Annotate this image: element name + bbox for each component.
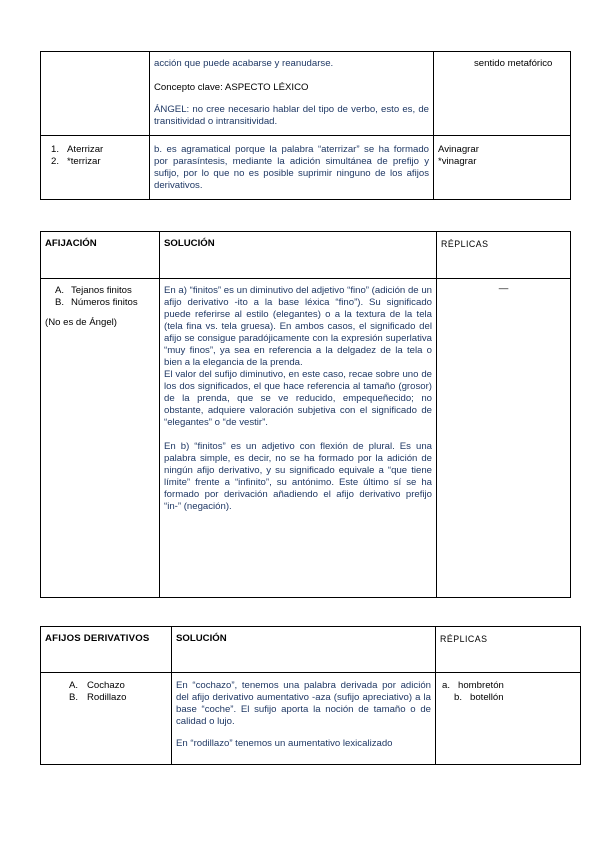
replica-cell xyxy=(437,279,571,598)
replica-item: Avinagrar xyxy=(438,144,479,155)
table-row xyxy=(41,279,571,598)
list-item: 1. Aterrizar xyxy=(51,144,104,155)
column-header: SOLUCIÓN xyxy=(160,232,437,279)
author-note: (No es de Ángel) xyxy=(45,317,117,328)
replica-cell xyxy=(434,52,571,136)
solution-cell xyxy=(150,136,434,200)
solution-paragraph: En “cochazo”, tenemos una palabra derivada por adición del afijo derivativo aumentativo -aza (sufijo apreciativo) a la base “coche”. El sufijo aporta la noción de tamaño o de calidad o lujo. xyxy=(176,680,431,727)
solution-paragraph: En b) “finitos” es un adjetivo con flexión de plural. Es una palabra simple, es decir, no se ha formado por la adición de ningún afijo derivativo, y su significado equivale a “que tiene límite” frente a “infinito”, su antónimo. Este último sí se ha formado por derivación añadiendo el afijo derivativo prefijo “in-” (negación). xyxy=(164,441,432,512)
solution-paragraph: En a) “finitos” es un diminutivo del adjetivo “fino” (adición de un afijo derivativo -ito a la base léxica “fino”). Su significado puede referirse al estilo (elegantes) o a la textura de la tela (tela fina vs. tela gruesa). En ambos casos, el significado del afijo se consigue paradójicamente con la expresión superlativa “muy finos”, ya sea en referencia a la delgadez de la tela o bien a la elegancia de la prenda. xyxy=(164,285,432,368)
list-item: A. Cochazo xyxy=(69,680,125,691)
table-header-row xyxy=(41,627,581,673)
angel-note: ÁNGEL: no cree necesario hablar del tipo de verbo, esto es, de transitividad o intransitividad. xyxy=(154,104,429,127)
column-header: AFIJOS DERIVATIVOS xyxy=(41,627,172,673)
table-row xyxy=(41,52,571,136)
replica-dash: — xyxy=(498,283,509,294)
list-item: 2. *terrizar xyxy=(51,156,101,167)
list-item: B. Rodillazo xyxy=(69,692,127,703)
replica-item: a. hombretón xyxy=(442,680,504,691)
list-item: A. Tejanos finitos xyxy=(55,285,132,296)
table-afijacion xyxy=(40,231,571,598)
replica-cell xyxy=(436,673,581,765)
solution-paragraph: En “rodillazo” tenemos un aumentativo lexicalizado xyxy=(176,738,393,749)
column-header: SOLUCIÓN xyxy=(172,627,436,673)
table-row xyxy=(41,136,571,200)
table-row xyxy=(41,673,581,765)
replica-item: *vinagrar xyxy=(438,156,477,167)
list-item: B. Números finitos xyxy=(55,297,138,308)
table-continuation xyxy=(40,51,571,200)
solution-cell xyxy=(172,673,436,765)
solution-text: acción que puede acabarse y reanudarse. xyxy=(154,58,334,69)
replica-item: b. botellón xyxy=(454,692,504,703)
solution-cell xyxy=(150,52,434,136)
items-cell xyxy=(41,673,172,765)
solution-paragraph: El valor del sufijo diminutivo, en este caso, recae sobre uno de los dos significados, el que hace referencia al tamaño (grosor) de la prenda, que se ve reducido, empequeñecido; no obstante, adquiere valoración subjetiva con el significado de “elegantes” o “de vestir”. xyxy=(164,369,432,428)
column-header: RÉPLICAS xyxy=(436,627,581,673)
table-header-row xyxy=(41,232,571,279)
empty-cell xyxy=(41,52,150,136)
key-concept: Concepto clave: ASPECTO LÉXICO xyxy=(154,82,309,93)
items-cell xyxy=(41,136,150,200)
replica-cell xyxy=(434,136,571,200)
solution-cell xyxy=(160,279,437,598)
replica-text: sentido metafórico xyxy=(474,58,553,69)
column-header: RÉPLICAS xyxy=(437,232,571,279)
items-cell xyxy=(41,279,160,598)
column-header: AFIJACIÓN xyxy=(41,232,160,279)
table-afijos-derivativos xyxy=(40,626,581,765)
solution-text: b. es agramatical porque la palabra “aterrizar” se ha formado por parasíntesis, mediante la adición simultánea de prefijo y sufijo, por lo que no es posible suprimir ninguno de los afijos derivativos. xyxy=(154,144,429,191)
